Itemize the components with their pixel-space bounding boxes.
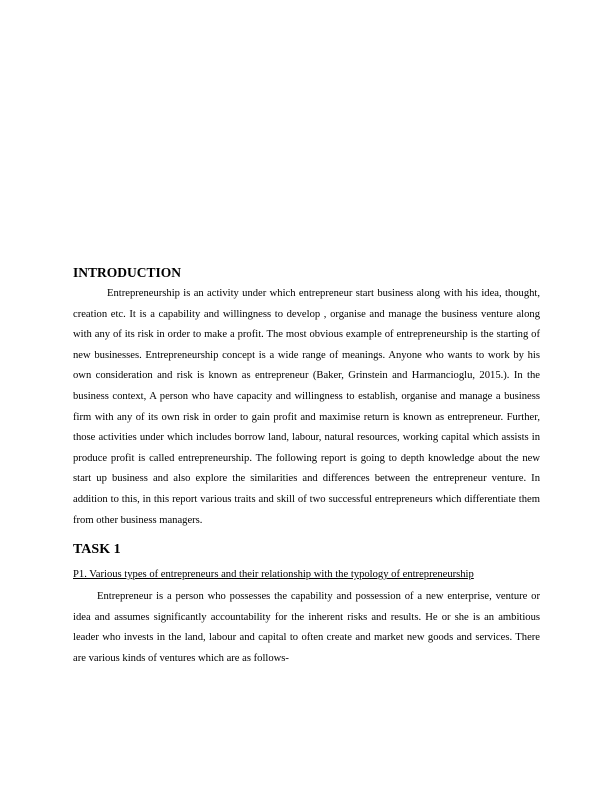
introduction-paragraph: Entrepreneurship is an activity under which entrepreneur start business along with his idea, thought, creation etc. It is a capability and willingness to develop , organise and manage the business venture along with any of its risk in order to make a profit. The most obvious example of entrepreneurship is the starting of new businesses. Entrepreneurship concept is a wide range of meanings. Anyone who wants to work by his own consideration and risk is known as entrepreneur (Baker, Grinstein and Harmancioglu, 2015.). In the business context, A person who have capacity and willingness to establish, organise and manage a business firm with any of its own risk in order to gain profit and maximise return is known as entrepreneur. Further, those activities under which includes borrow land, labour, natural resources, working capital which assists in produce profit is called entrepreneurship. The following report is going to depth knowledge about the new start up business and also explore the similarities and differences between the entrepreneur venture. In addition to this, in this report various traits and skill of two successful entrepreneurs which differentiate them from other business managers.	[73, 288, 540, 526]
task1-subheading: P1. Various types of entrepreneurs and their relationship with the typology of entrepreneurship	[73, 569, 474, 581]
introduction-heading: INTRODUCTION	[73, 265, 182, 280]
document-body	[73, 263, 540, 670]
task1-paragraph: Entrepreneur is a person who possesses the capability and possession of a new enterprise, venture or idea and assumes significantly accountability for the inherent risks and results. He or she is an ambitious leader who invests in the land, labour and capital to often create and market new goods and services. There are various kinds of ventures which are as follows-	[73, 591, 540, 664]
task1-heading: TASK 1	[73, 542, 121, 558]
